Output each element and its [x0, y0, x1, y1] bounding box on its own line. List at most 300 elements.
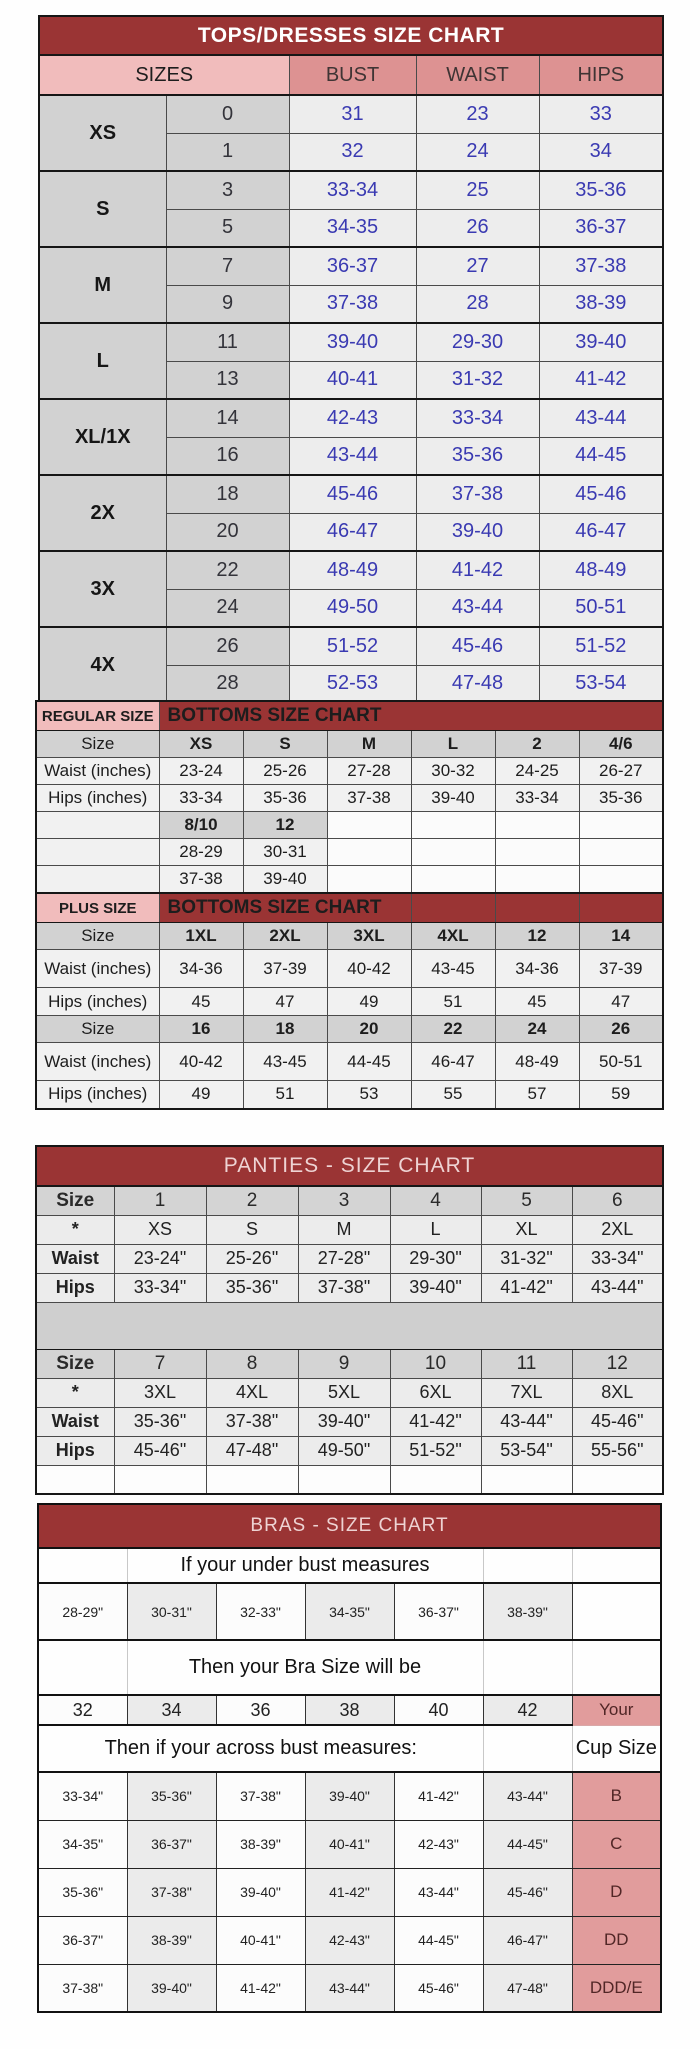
- band-size-value: 38: [305, 1695, 394, 1725]
- bottoms-data-row: [36, 1081, 663, 1109]
- blank-cell: [483, 1640, 572, 1695]
- panties-value: 7: [114, 1349, 206, 1378]
- under-bust-value: 38-39": [483, 1583, 572, 1640]
- tops-header-waist: WAIST: [416, 55, 539, 95]
- tops-size-group-label: 4X: [39, 627, 166, 703]
- panties-value: M: [298, 1215, 390, 1244]
- tops-hips-value: 41-42: [539, 361, 663, 399]
- across-bust-value: 39-40": [305, 1772, 394, 1820]
- tops-waist-value: 37-38: [416, 475, 539, 513]
- tops-size-number: 14: [166, 399, 289, 437]
- panties-chart-title: PANTIES - SIZE CHART: [36, 1146, 663, 1186]
- bottoms-value: 53: [327, 1081, 411, 1109]
- tops-bust-value: 32: [289, 133, 416, 171]
- panties-value: 39-40": [298, 1407, 390, 1436]
- tops-size-group-label: S: [39, 171, 166, 247]
- bottoms-row-label: [36, 839, 159, 866]
- tops-waist-value: 41-42: [416, 551, 539, 589]
- across-bust-value: 46-47": [483, 1916, 572, 1964]
- empty-cell: [572, 1465, 663, 1494]
- blank-cell: [572, 1583, 661, 1640]
- across-bust-value: 42-43": [394, 1820, 483, 1868]
- bottoms-data-row: [36, 950, 663, 988]
- bras-title-row: [38, 1504, 661, 1548]
- red-filler-cell: [495, 893, 579, 923]
- panties-value: 47-48": [206, 1436, 298, 1465]
- bottoms-value: 14: [579, 923, 663, 950]
- tops-size-group-label: L: [39, 323, 166, 399]
- across-bust-label: Then if your across bust measures:: [38, 1725, 483, 1772]
- panties-value: 35-36": [114, 1407, 206, 1436]
- bottoms-value: 45: [495, 988, 579, 1016]
- panties-value: 33-34": [114, 1273, 206, 1302]
- panties-value: 45-46": [572, 1407, 663, 1436]
- across-bust-value: 38-39": [127, 1916, 216, 1964]
- under-bust-values-row: [38, 1583, 661, 1640]
- tops-size-group-label: 2X: [39, 475, 166, 551]
- bottoms-row-label: [36, 812, 159, 839]
- panties-value: 31-32": [481, 1244, 572, 1273]
- tops-size-number: 24: [166, 589, 289, 627]
- tops-hips-value: 37-38: [539, 247, 663, 285]
- gap-cell: [36, 1302, 663, 1349]
- bottoms-plus-title-row: [36, 893, 663, 923]
- under-bust-value: 32-33": [216, 1583, 305, 1640]
- bottoms-row-label: Hips (inches): [36, 785, 159, 812]
- cup-size-value: B: [572, 1772, 661, 1820]
- panties-value: 7XL: [481, 1378, 572, 1407]
- bottoms-value: 47: [579, 988, 663, 1016]
- bottoms-row-label: Size: [36, 923, 159, 950]
- tops-bust-value: 46-47: [289, 513, 416, 551]
- across-bust-value: 44-45": [483, 1820, 572, 1868]
- bottoms-regular-title: BOTTOMS SIZE CHART: [159, 701, 663, 731]
- bottoms-value: [579, 812, 663, 839]
- bras-chart: [37, 1503, 662, 2013]
- tops-hips-value: 48-49: [539, 551, 663, 589]
- tops-dresses-chart: [38, 15, 664, 704]
- tops-bust-value: 36-37: [289, 247, 416, 285]
- bottoms-row-label: Waist (inches): [36, 950, 159, 988]
- tops-data-row: [39, 171, 663, 209]
- across-bust-value: 39-40": [216, 1868, 305, 1916]
- empty-cell: [36, 1465, 114, 1494]
- empty-cell: [114, 1465, 206, 1494]
- tops-header-row: [39, 55, 663, 95]
- across-bust-value: 35-36": [38, 1868, 127, 1916]
- panties-row-label: Hips: [36, 1436, 114, 1465]
- bottoms-value: 12: [243, 812, 327, 839]
- panties-value: 41-42": [481, 1273, 572, 1302]
- bottoms-value: 2: [495, 731, 579, 758]
- panties-value: 51-52": [390, 1436, 481, 1465]
- cup-size-value: DDD/E: [572, 1964, 661, 2012]
- tops-header-sizes: SIZES: [39, 55, 289, 95]
- under-bust-label: If your under bust measures: [127, 1548, 483, 1583]
- band-size-value: 34: [127, 1695, 216, 1725]
- across-bust-value: 43-44": [394, 1868, 483, 1916]
- bottoms-value: 59: [579, 1081, 663, 1109]
- bottoms-value: 51: [411, 988, 495, 1016]
- tops-bust-value: 39-40: [289, 323, 416, 361]
- tops-bust-value: 52-53: [289, 665, 416, 703]
- tops-bust-value: 51-52: [289, 627, 416, 665]
- bottoms-value: 26-27: [579, 758, 663, 785]
- tops-size-number: 7: [166, 247, 289, 285]
- bottoms-value: 35-36: [579, 785, 663, 812]
- panties-value: 41-42": [390, 1407, 481, 1436]
- band-size-value: 42: [483, 1695, 572, 1725]
- panties-row-label: *: [36, 1378, 114, 1407]
- across-bust-value: 43-44": [483, 1772, 572, 1820]
- bottoms-data-row: [36, 988, 663, 1016]
- tops-chart-title: TOPS/DRESSES SIZE CHART: [39, 16, 663, 55]
- bottoms-value: 37-38: [159, 866, 243, 894]
- bottoms-value: 24-25: [495, 758, 579, 785]
- bottoms-value: 30-31: [243, 839, 327, 866]
- blank-cell: [572, 1640, 661, 1695]
- panties-value: XL: [481, 1215, 572, 1244]
- across-bust-value: 40-41": [305, 1820, 394, 1868]
- bottoms-regular-side-label: REGULAR SIZE: [36, 701, 159, 731]
- across-bust-value: 41-42": [216, 1964, 305, 2012]
- tops-bust-value: 43-44: [289, 437, 416, 475]
- tops-waist-value: 45-46: [416, 627, 539, 665]
- tops-size-number: 20: [166, 513, 289, 551]
- bottoms-value: 45: [159, 988, 243, 1016]
- cup-size-row: [38, 1868, 661, 1916]
- tops-title-row: [39, 16, 663, 55]
- bottoms-value: [579, 839, 663, 866]
- bottoms-data-row: [36, 785, 663, 812]
- band-sizes-row: [38, 1695, 661, 1725]
- bottoms-value: 51: [243, 1081, 327, 1109]
- panties-value: 11: [481, 1349, 572, 1378]
- under-bust-value: 34-35": [305, 1583, 394, 1640]
- bottoms-value: 39-40: [411, 785, 495, 812]
- bottoms-value: 26: [579, 1016, 663, 1043]
- bottoms-value: 49: [327, 988, 411, 1016]
- panties-value: 6: [572, 1186, 663, 1215]
- panties-value: 6XL: [390, 1378, 481, 1407]
- tops-size-group-label: 3X: [39, 551, 166, 627]
- bottoms-value: 37-39: [243, 950, 327, 988]
- band-size-value: 36: [216, 1695, 305, 1725]
- panties-value: 27-28": [298, 1244, 390, 1273]
- tops-bust-value: 31: [289, 95, 416, 133]
- red-filler-cell: [411, 893, 495, 923]
- across-bust-value: 47-48": [483, 1964, 572, 2012]
- panties-gap-row: [36, 1302, 663, 1349]
- panties-value: S: [206, 1215, 298, 1244]
- across-bust-value: 40-41": [216, 1916, 305, 1964]
- band-size-value: 40: [394, 1695, 483, 1725]
- bras-size-table: [37, 1503, 662, 2013]
- tops-size-number: 16: [166, 437, 289, 475]
- empty-cell: [298, 1465, 390, 1494]
- panties-title-row: [36, 1146, 663, 1186]
- across-bust-value: 36-37": [127, 1820, 216, 1868]
- panties-data-row: [36, 1378, 663, 1407]
- panties-empty-row: [36, 1465, 663, 1494]
- bottoms-value: 44-45: [327, 1043, 411, 1081]
- panties-data-row: [36, 1436, 663, 1465]
- empty-cell: [206, 1465, 298, 1494]
- panties-value: 37-38": [298, 1273, 390, 1302]
- blank-cell: [483, 1725, 572, 1772]
- empty-cell: [481, 1465, 572, 1494]
- tops-data-row: [39, 323, 663, 361]
- bottoms-value: [327, 866, 411, 894]
- bottoms-value: 37-38: [327, 785, 411, 812]
- panties-value: 55-56": [572, 1436, 663, 1465]
- tops-waist-value: 35-36: [416, 437, 539, 475]
- tops-data-row: [39, 475, 663, 513]
- bottoms-value: L: [411, 731, 495, 758]
- bottoms-value: 16: [159, 1016, 243, 1043]
- bottoms-value: 34-36: [495, 950, 579, 988]
- across-bust-value: 37-38": [38, 1964, 127, 2012]
- empty-cell: [390, 1465, 481, 1494]
- panties-value: L: [390, 1215, 481, 1244]
- under-bust-label-row: [38, 1548, 661, 1583]
- across-bust-value: 34-35": [38, 1820, 127, 1868]
- tops-bust-value: 37-38: [289, 285, 416, 323]
- tops-hips-value: 51-52: [539, 627, 663, 665]
- tops-size-number: 1: [166, 133, 289, 171]
- tops-hips-value: 33: [539, 95, 663, 133]
- across-bust-label-row: [38, 1725, 661, 1772]
- panties-value: XS: [114, 1215, 206, 1244]
- tops-waist-value: 43-44: [416, 589, 539, 627]
- panties-value: 53-54": [481, 1436, 572, 1465]
- bottoms-value: [495, 866, 579, 894]
- bottoms-value: 39-40: [243, 866, 327, 894]
- across-bust-value: 35-36": [127, 1772, 216, 1820]
- across-bust-value: 33-34": [38, 1772, 127, 1820]
- tops-waist-value: 27: [416, 247, 539, 285]
- bottoms-value: 40-42: [159, 1043, 243, 1081]
- bottoms-data-row: [36, 731, 663, 758]
- tops-bust-value: 40-41: [289, 361, 416, 399]
- bottoms-value: 28-29: [159, 839, 243, 866]
- tops-size-number: 28: [166, 665, 289, 703]
- tops-size-group-label: XL/1X: [39, 399, 166, 475]
- red-filler-cell: [579, 893, 663, 923]
- panties-value: 4XL: [206, 1378, 298, 1407]
- across-bust-value: 44-45": [394, 1916, 483, 1964]
- panties-value: 49-50": [298, 1436, 390, 1465]
- bottoms-value: 49: [159, 1081, 243, 1109]
- bottoms-value: 50-51: [579, 1043, 663, 1081]
- across-bust-value: 41-42": [394, 1772, 483, 1820]
- tops-size-group-label: XS: [39, 95, 166, 171]
- bottoms-value: 37-39: [579, 950, 663, 988]
- bottoms-data-row: [36, 923, 663, 950]
- bottoms-value: 43-45: [411, 950, 495, 988]
- cup-size-column-label: Cup Size: [572, 1725, 661, 1772]
- band-size-value: 32: [38, 1695, 127, 1725]
- panties-value: 8XL: [572, 1378, 663, 1407]
- tops-waist-value: 23: [416, 95, 539, 133]
- cup-size-row: [38, 1916, 661, 1964]
- tops-waist-value: 26: [416, 209, 539, 247]
- panties-value: 9: [298, 1349, 390, 1378]
- tops-header-bust: BUST: [289, 55, 416, 95]
- bottoms-row-label: Waist (inches): [36, 758, 159, 785]
- bottoms-value: 57: [495, 1081, 579, 1109]
- panties-value: 5: [481, 1186, 572, 1215]
- bottoms-value: 2XL: [243, 923, 327, 950]
- under-bust-value: 30-31": [127, 1583, 216, 1640]
- bra-size-label: Then your Bra Size will be: [127, 1640, 483, 1695]
- under-bust-value: 36-37": [394, 1583, 483, 1640]
- bottoms-plus-side-label: PLUS SIZE: [36, 893, 159, 923]
- bottoms-value: 25-26: [243, 758, 327, 785]
- panties-value: 10: [390, 1349, 481, 1378]
- bottoms-value: 48-49: [495, 1043, 579, 1081]
- panties-value: 2XL: [572, 1215, 663, 1244]
- panties-row-label: Size: [36, 1349, 114, 1378]
- bottoms-regular-title-row: [36, 701, 663, 731]
- panties-value: 35-36": [206, 1273, 298, 1302]
- tops-size-table: [38, 15, 664, 704]
- bottoms-value: 46-47: [411, 1043, 495, 1081]
- tops-hips-value: 38-39: [539, 285, 663, 323]
- across-bust-value: 45-46": [394, 1964, 483, 2012]
- panties-value: 45-46": [114, 1436, 206, 1465]
- bottoms-row-label: Hips (inches): [36, 988, 159, 1016]
- bottoms-value: [579, 866, 663, 894]
- blank-cell: [38, 1548, 127, 1583]
- panties-value: 39-40": [390, 1273, 481, 1302]
- bottoms-value: 12: [495, 923, 579, 950]
- tops-hips-value: 53-54: [539, 665, 663, 703]
- across-bust-value: 43-44": [305, 1964, 394, 2012]
- blank-cell: [38, 1640, 127, 1695]
- bottoms-row-label: [36, 866, 159, 894]
- cup-size-row: [38, 1772, 661, 1820]
- across-bust-value: 37-38": [127, 1868, 216, 1916]
- bottoms-data-row: [36, 758, 663, 785]
- panties-value: 4: [390, 1186, 481, 1215]
- bottoms-data-row: [36, 1043, 663, 1081]
- panties-value: 1: [114, 1186, 206, 1215]
- bottoms-value: 30-32: [411, 758, 495, 785]
- panties-size-table: [35, 1145, 664, 1495]
- bottoms-value: [411, 839, 495, 866]
- bottoms-row-label: Size: [36, 1016, 159, 1043]
- panties-value: 25-26": [206, 1244, 298, 1273]
- tops-bust-value: 33-34: [289, 171, 416, 209]
- across-bust-value: 38-39": [216, 1820, 305, 1868]
- across-bust-value: 41-42": [305, 1868, 394, 1916]
- tops-size-number: 11: [166, 323, 289, 361]
- cup-size-value: D: [572, 1868, 661, 1916]
- tops-hips-value: 39-40: [539, 323, 663, 361]
- cup-size-row: [38, 1820, 661, 1868]
- cup-size-column-note: Your: [572, 1695, 661, 1725]
- panties-value: 3: [298, 1186, 390, 1215]
- bra-size-label-row: [38, 1640, 661, 1695]
- tops-waist-value: 39-40: [416, 513, 539, 551]
- bottoms-value: 1XL: [159, 923, 243, 950]
- bottoms-value: 43-45: [243, 1043, 327, 1081]
- bottoms-value: [495, 812, 579, 839]
- panties-data-row: [36, 1407, 663, 1436]
- tops-waist-value: 29-30: [416, 323, 539, 361]
- under-bust-value: 28-29": [38, 1583, 127, 1640]
- bottoms-value: 35-36: [243, 785, 327, 812]
- bottoms-value: 34-36: [159, 950, 243, 988]
- tops-size-group-label: M: [39, 247, 166, 323]
- bottoms-size-table: [35, 700, 664, 1110]
- tops-bust-value: 49-50: [289, 589, 416, 627]
- panties-value: 2: [206, 1186, 298, 1215]
- bottoms-row-label: Waist (inches): [36, 1043, 159, 1081]
- tops-data-row: [39, 247, 663, 285]
- bottoms-row-label: Hips (inches): [36, 1081, 159, 1109]
- bottoms-value: [327, 812, 411, 839]
- bottoms-value: 40-42: [327, 950, 411, 988]
- panties-data-row: [36, 1244, 663, 1273]
- bottoms-data-row: [36, 812, 663, 839]
- tops-size-number: 13: [166, 361, 289, 399]
- panties-row-label: *: [36, 1215, 114, 1244]
- panties-chart: [35, 1145, 664, 1495]
- cup-size-row: [38, 1964, 661, 2012]
- bottoms-value: 24: [495, 1016, 579, 1043]
- tops-size-number: 9: [166, 285, 289, 323]
- tops-hips-value: 35-36: [539, 171, 663, 209]
- bottoms-data-row: [36, 839, 663, 866]
- tops-waist-value: 33-34: [416, 399, 539, 437]
- tops-size-number: 3: [166, 171, 289, 209]
- tops-waist-value: 47-48: [416, 665, 539, 703]
- panties-value: 29-30": [390, 1244, 481, 1273]
- bottoms-value: M: [327, 731, 411, 758]
- tops-size-number: 0: [166, 95, 289, 133]
- bottoms-value: 55: [411, 1081, 495, 1109]
- bottoms-value: 20: [327, 1016, 411, 1043]
- panties-data-row: [36, 1349, 663, 1378]
- tops-hips-value: 45-46: [539, 475, 663, 513]
- tops-data-row: [39, 551, 663, 589]
- tops-size-number: 22: [166, 551, 289, 589]
- bottoms-value: [411, 866, 495, 894]
- bottoms-value: 18: [243, 1016, 327, 1043]
- bottoms-value: 33-34: [495, 785, 579, 812]
- bottoms-data-row: [36, 866, 663, 894]
- tops-hips-value: 44-45: [539, 437, 663, 475]
- across-bust-value: 39-40": [127, 1964, 216, 2012]
- bottoms-value: [411, 812, 495, 839]
- tops-size-number: 26: [166, 627, 289, 665]
- tops-hips-value: 46-47: [539, 513, 663, 551]
- panties-value: 43-44": [481, 1407, 572, 1436]
- panties-value: 37-38": [206, 1407, 298, 1436]
- bras-chart-title: BRAS - SIZE CHART: [38, 1504, 661, 1548]
- tops-data-row: [39, 627, 663, 665]
- tops-bust-value: 34-35: [289, 209, 416, 247]
- bottoms-value: 33-34: [159, 785, 243, 812]
- bottoms-plus-title: BOTTOMS SIZE CHART: [159, 893, 411, 923]
- blank-cell: [483, 1548, 572, 1583]
- tops-waist-value: 24: [416, 133, 539, 171]
- panties-value: 43-44": [572, 1273, 663, 1302]
- panties-data-row: [36, 1215, 663, 1244]
- across-bust-value: 37-38": [216, 1772, 305, 1820]
